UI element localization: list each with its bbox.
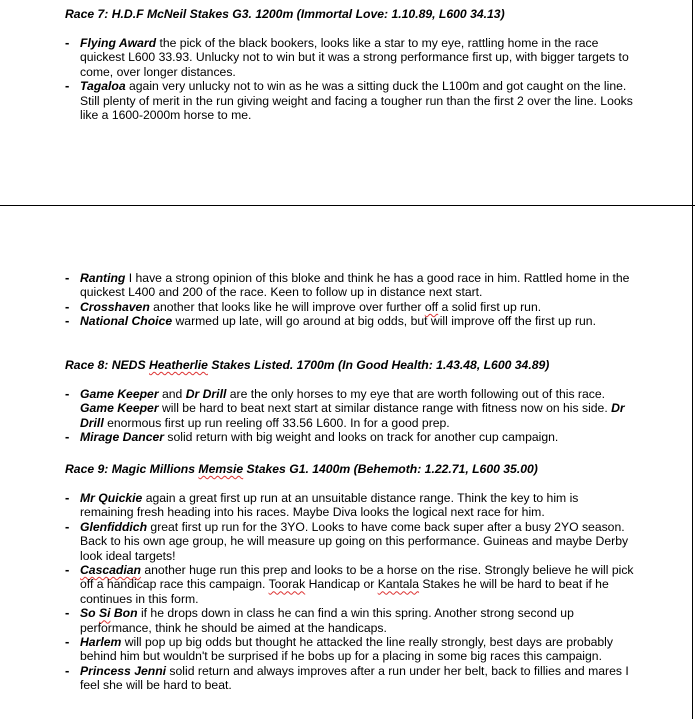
comment: Stakes he will be hard to beat if he continues in this form. xyxy=(80,577,609,606)
comment: another huge run this prep and looks to be a horse on the rise. Strongly believe he will pick off a handicap race this campaign. xyxy=(80,563,634,592)
race-7-continued xyxy=(65,271,635,329)
horse-name: Game Keeper xyxy=(80,387,159,401)
list-item xyxy=(65,563,635,606)
horse-name: Dr Drill xyxy=(80,401,625,430)
name-part: Bon xyxy=(110,606,138,621)
spellcheck-word: off xyxy=(424,299,439,314)
horse-name: Game Keeper xyxy=(80,401,159,416)
comment: great first up run for the 3YO. Looks to have come back super after a busy 2YO season. Back to his own age group, he will measure up going on this performance. Guineas and maybe Derby look ideal targets! xyxy=(80,519,629,563)
list-item xyxy=(65,430,635,444)
comment: the pick of the black bookers, looks like a star to my eye, rattling home in the race quickest L600 33.93. Unlucky not to win but it was a strong performance first up, with bigger targets to come, over longer distances. xyxy=(80,36,629,79)
horse-name: Crosshaven xyxy=(80,299,150,314)
comment: again very unlucky not to win as he was a sitting duck the L100m and got caught on the line. Still plenty of merit in the run giving weight and facing a tougher run than the first 2 over the line. Looks like a 1600-2000m horse to me. xyxy=(80,79,633,123)
comment: a solid first up run. xyxy=(438,299,542,314)
comment: again a great first up run at an unsuitable distance range. Think the key to him is remaining fresh heading into his races. Maybe Diva looks the logical next race for him. xyxy=(80,491,579,520)
spellcheck-word: Memsie xyxy=(198,462,244,476)
comment: will pop up big odds but thought he attacked the line really strongly, best days are probably behind him but wouldn't be surprised if he bobs up for a placing in some big races this campaign. xyxy=(80,635,613,664)
spellcheck-word: Heatherlie xyxy=(149,358,208,372)
spellcheck-word: Toorak xyxy=(268,577,306,592)
list-item xyxy=(65,520,635,563)
list-item xyxy=(65,664,635,693)
horse-name: Glenfiddich xyxy=(80,519,148,534)
comment: warmed up late, will go around at big odds, but will improve off the first up run. xyxy=(172,314,596,329)
horse-name: Cascadian xyxy=(80,563,141,578)
comment: and xyxy=(158,387,186,401)
race-9-list xyxy=(65,491,635,693)
horse-name xyxy=(80,606,138,620)
comment: will be hard to beat next start at similar distance range with fitness now on his side. xyxy=(158,401,612,416)
list-item xyxy=(65,79,635,122)
heading-text: Race 8: NEDS xyxy=(65,358,149,372)
race-9-heading xyxy=(65,462,635,477)
comment: Handicap or xyxy=(305,577,378,592)
horse-name: Ranting xyxy=(80,271,126,285)
list-item xyxy=(65,271,635,300)
name-part: So xyxy=(80,606,99,621)
comment: solid return with big weight and looks on track for another cup campaign. xyxy=(164,430,559,445)
comment: I have a strong opinion of this bloke and think he has a good race in him. Rattled home in the quickest L400 and 200 of the race. Keen to follow up in distance next start. xyxy=(80,271,630,300)
horse-name: Flying Award xyxy=(80,36,157,50)
heading-text: Stakes G1. 1400m (Behemoth: 1.22.71, L600 35.00) xyxy=(243,462,538,476)
horse-name: Harlem xyxy=(80,635,122,650)
race-7-heading: Race 7: H.D.F McNeil Stakes G3. 1200m (Immortal Love: 1.10.89, L600 34.13) xyxy=(65,7,505,21)
spellcheck-word: Kantala xyxy=(377,577,420,592)
race-9-section xyxy=(65,462,635,693)
list-item xyxy=(65,635,635,664)
comment: another that looks like he will improve over further xyxy=(149,299,425,314)
list-item xyxy=(65,491,635,520)
comment: are the only horses to my eye that are worth following out of this race. xyxy=(226,387,606,401)
race-8-section xyxy=(65,358,635,445)
list-item xyxy=(65,300,635,314)
comment: if he drops down in class he can find a win this spring. Another strong second up performance, think he should be aimed at the handicaps. xyxy=(80,606,574,635)
heading-text: Race 9: Magic Millions xyxy=(65,462,199,476)
comment: enormous first up run reeling off 33.56 L600. In for a good prep. xyxy=(103,415,450,430)
race-8-heading xyxy=(65,358,635,373)
spellcheck-word: Si xyxy=(98,606,111,621)
horse-name: Tagaloa xyxy=(80,79,126,94)
horse-name: National Choice xyxy=(80,314,173,329)
horse-name: Dr Drill xyxy=(185,387,227,401)
list-item xyxy=(65,314,635,328)
list-item xyxy=(65,36,635,79)
list-item xyxy=(65,606,635,635)
horse-name: Mr Quickie xyxy=(80,491,143,505)
comment: solid return and always improves after a run under her belt, back to fillies and mares I feel she will be hard to beat. xyxy=(80,663,629,693)
race-7-section xyxy=(65,7,635,122)
horse-name: Mirage Dancer xyxy=(80,430,164,445)
race-7-list xyxy=(65,36,635,122)
list-item xyxy=(65,387,635,430)
race-7-list-cont xyxy=(65,271,635,329)
race-8-list xyxy=(65,387,635,445)
heading-text: Stakes Listed. 1700m (In Good Health: 1.43.48, L600 34.89) xyxy=(207,358,550,372)
horse-name: Princess Jenni xyxy=(80,663,167,678)
